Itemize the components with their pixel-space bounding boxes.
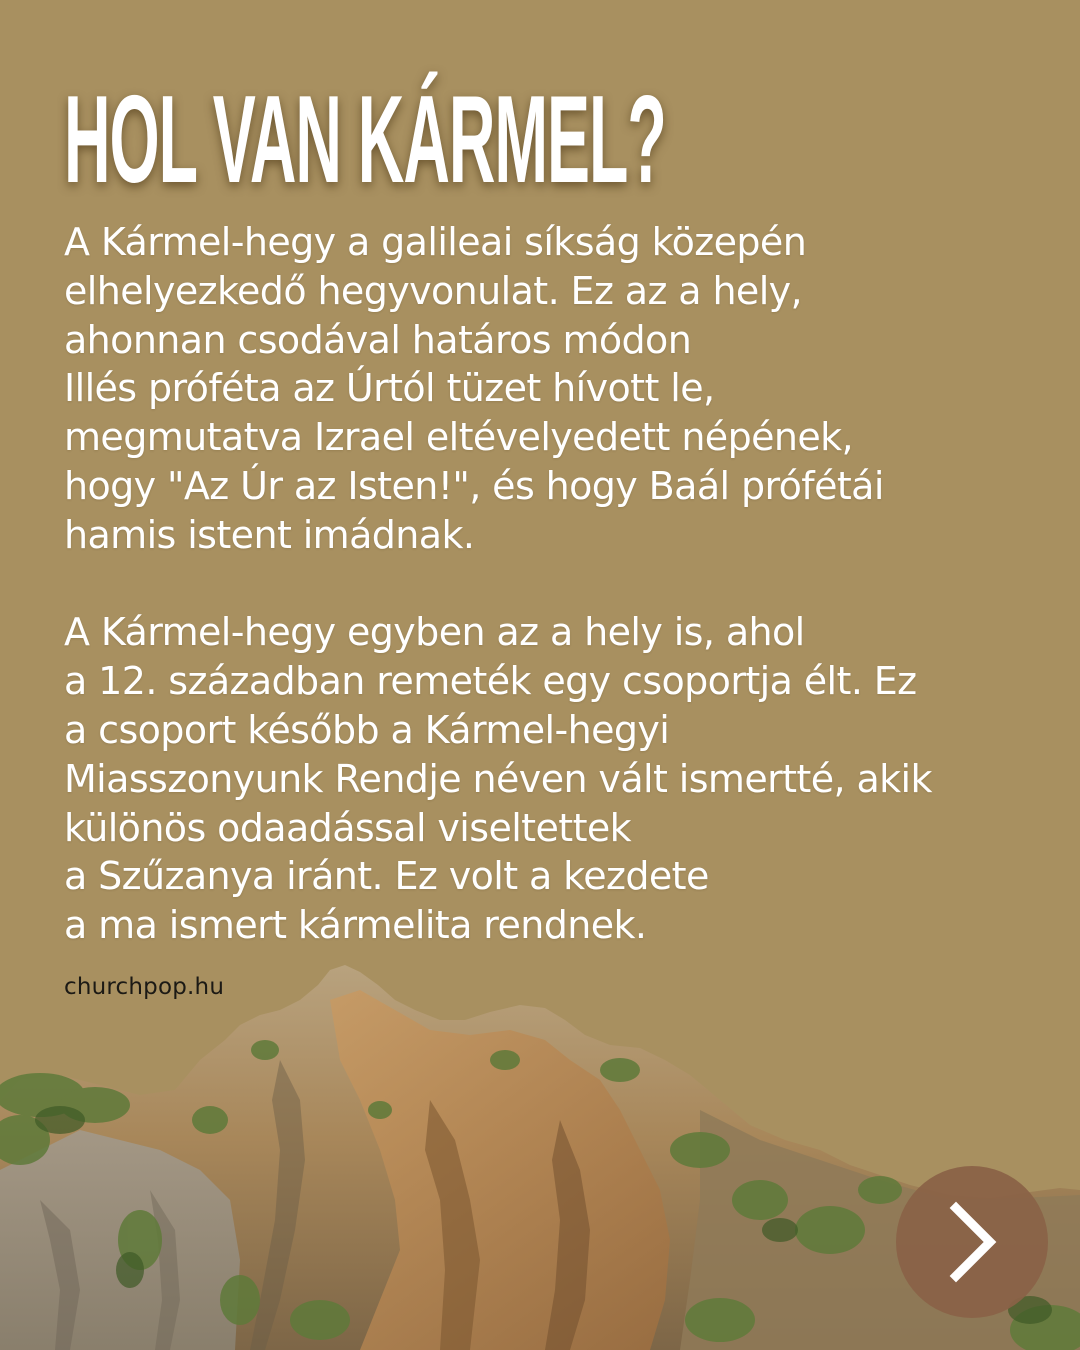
text-line: Miasszonyunk Rendje néven vált ismertté, akik (64, 756, 932, 801)
text-line: a 12. században remeték egy csoportja élt. Ez (64, 659, 917, 704)
chevron-right-icon (896, 1166, 1048, 1318)
paragraph-gap (64, 560, 1024, 609)
next-slide-button[interactable] (896, 1166, 1048, 1318)
paragraph (64, 218, 1024, 560)
text-line: A Kármel-hegy egyben az a hely is, ahol (64, 610, 805, 655)
text-line: A Kármel-hegy a galileai síkság közepén (64, 220, 807, 264)
text-line: a csoport később a Kármel-hegyi (64, 707, 670, 752)
text-line: hamis istent imádnak. (64, 512, 475, 557)
text-line: megmutatva Izrael eltévelyedett népének, (64, 415, 854, 460)
page-title: HOL VAN KÁRMEL? (64, 71, 666, 209)
text-line: elhelyezkedő hegyvonulat. Ez az a hely, (64, 268, 803, 313)
text-line: ahonnan csodával határos módon (64, 317, 692, 362)
text-line: Illés próféta az Úrtól tüzet hívott le, (64, 366, 715, 411)
article-body (64, 218, 1024, 950)
text-line: hogy "Az Úr az Isten!", és hogy Baál prófétái (64, 463, 884, 508)
text-line: a ma ismert kármelita rendnek. (64, 903, 647, 948)
text-line: a Szűzanya iránt. Ez volt a kezdete (64, 854, 709, 899)
text-line: különös odaadással viseltettek (64, 805, 632, 850)
paragraph (64, 608, 1024, 950)
source-credit: churchpop.hu (64, 974, 225, 1000)
